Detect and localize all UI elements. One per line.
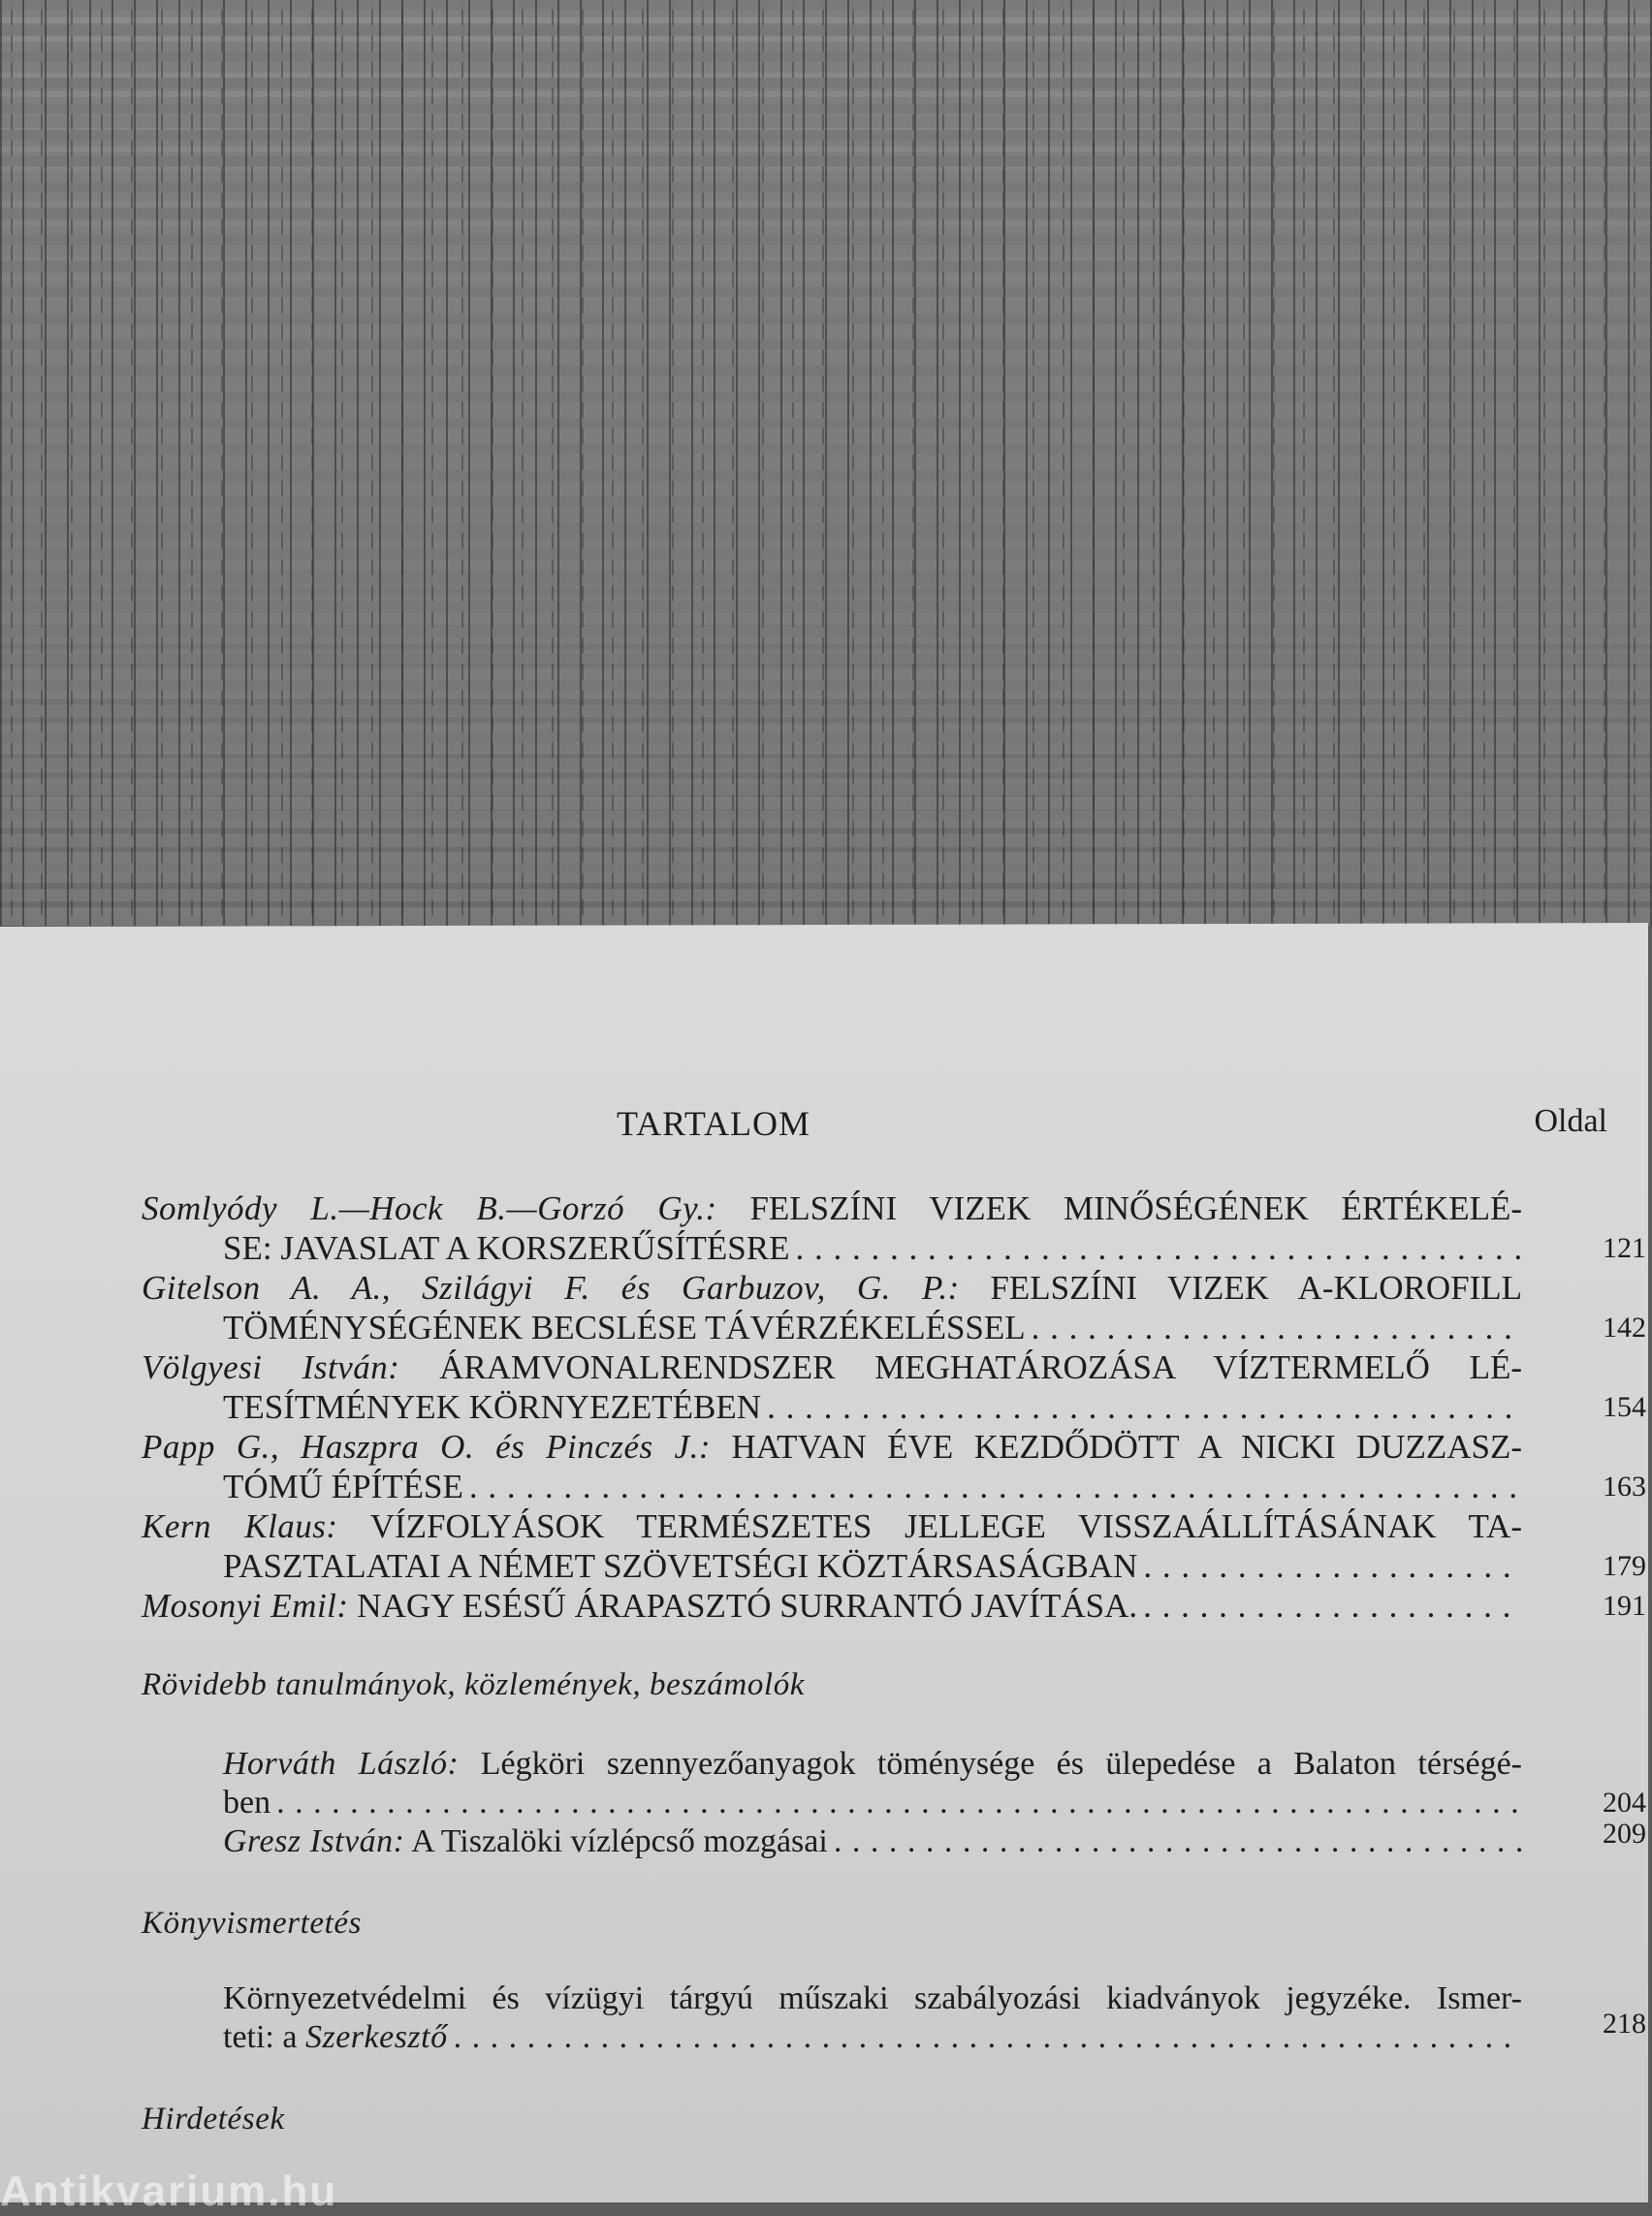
entry-page: 142	[1603, 1312, 1646, 1344]
entry-title-cont: TESÍTMÉNYEK KÖRNYEZETÉBEN	[223, 1388, 762, 1426]
entry-title: Légköri szennyezőanyagok töménysége és ülepedése a Balaton térségé-	[480, 1746, 1522, 1782]
entry-title: FELSZÍNI VIZEK MINŐSÉGÉNEK ÉRTÉKELÉ-	[749, 1189, 1523, 1227]
watermark: Antikvarium.hu	[0, 2168, 338, 2215]
entry-page: 163	[1603, 1471, 1646, 1503]
dot-leader	[276, 1784, 1522, 1822]
entry-title: Környezetvédelmi és vízügyi tárgyú műszaki szabályozási kiadványok jegyzéke. Ismer-	[223, 1980, 1522, 2016]
entry-title-cont: PASZTALATAI A NÉMET SZÖVETSÉGI KÖZTÁRSASÁGBAN	[223, 1547, 1138, 1585]
entry-title-cont: TÖMÉNYSÉGÉNEK BECSLÉSE TÁVÉRZÉKELÉSSEL	[223, 1309, 1026, 1346]
entry-author: Papp G., Haszpra O. és Pinczés J.:	[142, 1428, 711, 1466]
entry-title-cont: SE: JAVASLAT A KORSZERŰSÍTÉSRE	[223, 1229, 790, 1267]
entry-title: FELSZÍNI VIZEK A-KLOROFILL	[990, 1269, 1523, 1307]
toc-entry	[142, 1506, 1646, 1586]
dot-leader	[767, 1387, 1522, 1427]
dot-leader	[469, 1467, 1522, 1506]
entry-page: 218	[1603, 2008, 1646, 2040]
entry-author: Somlyódy L.—Hock B.—Gorzó Gy.:	[142, 1189, 717, 1227]
entry-title: NAGY ESÉSŰ ÁRAPASZTÓ SURRANTÓ JAVÍTÁSA.	[357, 1587, 1138, 1625]
toc-entry	[142, 1427, 1646, 1506]
entry-author: Mosonyi Emil:	[142, 1587, 349, 1625]
entry-author: Kern Klaus:	[142, 1507, 338, 1545]
entry-page: 204	[1603, 1787, 1646, 1819]
entry-title: ÁRAMVONALRENDSZER MEGHATÁROZÁSA VÍZTERMELŐ LÉ-	[439, 1348, 1522, 1386]
toc-entry	[223, 1979, 1646, 2057]
entry-title-cont: ben	[223, 1785, 271, 1820]
page-column-label: Oldal	[1534, 1103, 1607, 1139]
dot-leader	[1143, 1546, 1522, 1586]
section-heading-review: Könyvismertetés	[142, 1906, 363, 1941]
entry-author: Gitelson A. A., Szilágyi F. és Garbuzov, G. P.:	[142, 1269, 960, 1307]
toc-entry	[142, 1347, 1646, 1427]
section-heading-short: Rövidebb tanulmányok, közlemények, beszámolók	[142, 1667, 806, 1702]
dot-leader	[454, 2018, 1522, 2057]
entry-author: Horváth László:	[223, 1746, 460, 1782]
entry-page: 191	[1603, 1590, 1646, 1622]
entry-title: HATVAN ÉVE KEZDŐDÖTT A NICKI DUZZASZ-	[731, 1428, 1523, 1466]
toc-entry	[142, 1188, 1646, 1268]
entry-title: A Tiszalöki vízlépcső mozgásai	[411, 1823, 828, 1859]
entry-title-cont: TÓMŰ ÉPÍTÉSE	[223, 1468, 463, 1505]
dot-leader	[1032, 1308, 1522, 1347]
toc-entry	[223, 1745, 1646, 1861]
entry-page: 209	[1603, 1818, 1646, 1850]
entry-author: Gresz István:	[223, 1823, 405, 1859]
dot-leader	[834, 1822, 1522, 1861]
dot-leader	[795, 1228, 1522, 1268]
entry-page: 179	[1603, 1550, 1646, 1582]
entry-page: 121	[1603, 1232, 1646, 1264]
dot-leader	[1143, 1586, 1522, 1626]
section-heading-ads: Hirdetések	[142, 2102, 285, 2137]
entry-title-cont: teti: a	[223, 2019, 298, 2055]
toc-title: TARTALOM	[616, 1104, 811, 1143]
entry-page: 154	[1603, 1391, 1646, 1423]
toc-entry	[142, 1268, 1646, 1347]
toc-entry	[142, 1586, 1646, 1626]
entry-author: Szerkesztő	[304, 2019, 448, 2055]
entry-author: Völgyesi István:	[142, 1348, 400, 1386]
entry-title: VÍZFOLYÁSOK TERMÉSZETES JELLEGE VISSZAÁLLÍTÁSÁNAK TA-	[369, 1507, 1522, 1545]
cover-texture	[0, 0, 1652, 926]
